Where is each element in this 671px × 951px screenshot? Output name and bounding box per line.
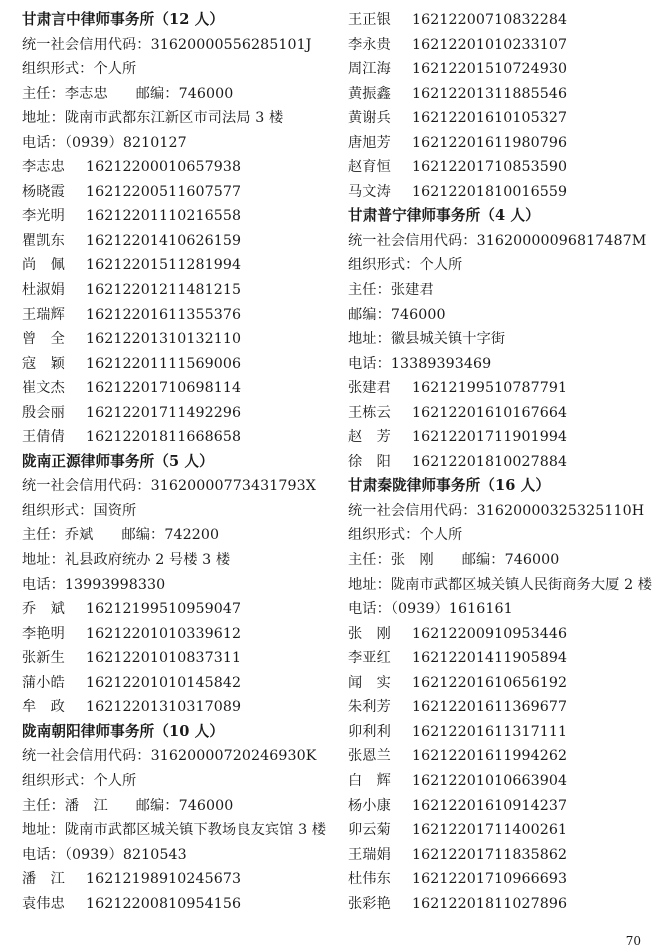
lawyer-name: 寇 颖 — [22, 355, 65, 372]
license-number: 16212201611994262 — [412, 748, 568, 765]
lawyer-row — [348, 818, 666, 843]
firm-info-line: 统一社会信用代码：31620000556285101J — [22, 36, 312, 53]
license-number: 16212201110216558 — [86, 208, 242, 225]
lawyer-row — [22, 303, 334, 328]
lawyer-name: 张恩兰 — [348, 748, 391, 765]
license-number: 16212201611317111 — [412, 723, 568, 740]
license-number: 16212201711400261 — [412, 822, 568, 839]
lawyer-row — [348, 82, 666, 107]
lawyer-name: 尚 佩 — [22, 257, 65, 274]
firm-info-line: 组织形式：个人所 — [22, 772, 137, 789]
postcode: 邮编：746000 — [135, 797, 234, 814]
license-number: 16212201010145842 — [86, 674, 242, 691]
license-number: 16212201310317089 — [86, 699, 242, 716]
lawyer-row — [348, 425, 666, 450]
lawyer-name: 卯云菊 — [348, 822, 391, 839]
right-column — [348, 8, 666, 916]
license-number: 16212201511281994 — [86, 257, 242, 274]
lawyer-row — [348, 8, 666, 33]
lawyer-row — [348, 155, 666, 180]
lawyer-row — [348, 622, 666, 647]
license-number: 16212201010837311 — [86, 650, 242, 667]
lawyer-name: 李光明 — [22, 208, 65, 225]
lawyer-row — [22, 376, 334, 401]
lawyer-name: 赵 芳 — [348, 429, 391, 446]
lawyer-name: 周江海 — [348, 61, 391, 78]
firm-info-line: 电话：13389393469 — [348, 355, 492, 372]
lawyer-name: 杜淑娟 — [22, 282, 65, 299]
lawyer-name: 王瑞辉 — [22, 306, 65, 323]
firm-heading: 陇南朝阳律师事务所（10 人） — [22, 722, 225, 740]
lawyer-name: 王瑞娟 — [348, 846, 391, 863]
lawyer-row — [22, 229, 334, 254]
director: 主任：张 刚 — [348, 552, 434, 569]
license-number: 16212201711901994 — [412, 429, 568, 446]
lawyer-name: 崔文杰 — [22, 380, 65, 397]
license-number: 16212201611980796 — [412, 134, 568, 151]
lawyer-name: 杨晓霞 — [22, 183, 65, 200]
license-number: 16212200710832284 — [412, 12, 568, 28]
lawyer-name: 王倩倩 — [22, 429, 65, 446]
license-number: 16212201010663904 — [412, 772, 568, 789]
lawyer-name: 曾 全 — [22, 331, 65, 348]
license-number: 16212201610105327 — [412, 110, 568, 127]
license-number: 16212199510959047 — [86, 601, 242, 618]
lawyer-name: 张建君 — [348, 380, 391, 397]
lawyer-row — [22, 622, 334, 647]
license-number: 16212200010657938 — [86, 159, 242, 176]
lawyer-row — [22, 278, 334, 303]
director-postcode-line — [22, 794, 334, 819]
lawyer-row — [22, 867, 334, 892]
firm-heading: 陇南正源律师事务所（5 人） — [22, 452, 214, 470]
firm-info-line: 电话：（0939）8210543 — [22, 846, 187, 863]
lawyer-row — [348, 843, 666, 868]
firm-info-line: 地址：徽县城关镇十字街 — [348, 331, 506, 348]
firm-info-line: 电话：13993998330 — [22, 576, 166, 593]
lawyer-row — [348, 720, 666, 745]
lawyer-row — [348, 695, 666, 720]
lawyer-name: 李永贵 — [348, 36, 391, 53]
lawyer-row — [348, 671, 666, 696]
license-number: 16212201710853590 — [412, 159, 568, 176]
lawyer-name: 王栋云 — [348, 404, 391, 421]
firm-info-line: 组织形式：个人所 — [348, 257, 463, 274]
lawyer-name: 潘 江 — [22, 871, 65, 888]
lawyer-name: 杜伟东 — [348, 871, 391, 888]
lawyer-row — [22, 695, 334, 720]
firm-info-line: 电话：（0939）1616161 — [348, 601, 513, 618]
lawyer-row — [348, 57, 666, 82]
firm-info-line: 邮编：746000 — [348, 306, 446, 323]
lawyer-name: 王正银 — [348, 12, 391, 28]
license-number: 16212201111569006 — [86, 355, 242, 372]
firm-info-line: 统一社会信用代码：31620000325325110H — [348, 502, 645, 519]
license-number: 16212201311885546 — [412, 85, 568, 102]
lawyer-row — [348, 180, 666, 205]
lawyer-row — [348, 646, 666, 671]
director: 主任：乔斌 — [22, 527, 94, 544]
lawyer-row — [348, 769, 666, 794]
firm-heading: 甘肃秦陇律师事务所（16 人） — [348, 477, 551, 495]
license-number: 16212198910245673 — [86, 871, 242, 888]
lawyer-name: 白 辉 — [348, 772, 391, 789]
lawyer-name: 牟 政 — [22, 699, 65, 716]
license-number: 16212201610914237 — [412, 797, 568, 814]
firm-address: 地址：陇南市武都区城关镇人民街商务大厦 2 楼 — [348, 576, 653, 593]
firm-address: 地址：陇南市武都区城关镇下教场良友宾馆 3 楼 — [22, 822, 327, 839]
firm-info-line: 地址：礼县政府统办 2 号楼 3 楼 — [22, 552, 231, 569]
firm-info-line: 统一社会信用代码：31620000773431793X — [22, 478, 316, 495]
license-number: 16212201711492296 — [86, 404, 242, 421]
lawyer-row — [348, 867, 666, 892]
license-number: 16212201710698114 — [86, 380, 242, 397]
license-number: 16212200810954156 — [86, 895, 242, 912]
lawyer-name: 蒲小皓 — [22, 674, 65, 691]
director-postcode-line — [22, 82, 334, 107]
firm-info-line: 组织形式：国资所 — [22, 502, 137, 519]
license-number: 16212201611369677 — [412, 699, 568, 716]
lawyer-name: 张新生 — [22, 650, 65, 667]
lawyer-row — [348, 892, 666, 917]
lawyer-row — [22, 425, 334, 450]
director-postcode-line — [348, 548, 666, 573]
lawyer-row — [348, 744, 666, 769]
firm-heading: 甘肃普宁律师事务所（4 人） — [348, 207, 540, 225]
lawyer-name: 李亚红 — [348, 650, 391, 667]
lawyer-name: 杨小康 — [348, 797, 391, 814]
license-number: 16212200511607577 — [86, 183, 242, 200]
lawyer-name: 马文涛 — [348, 183, 391, 200]
lawyer-name: 唐旭芳 — [348, 134, 391, 151]
lawyer-name: 袁伟忠 — [22, 895, 65, 912]
license-number: 16212201310132110 — [86, 331, 242, 348]
license-number: 16212201211481215 — [86, 282, 242, 299]
lawyer-row — [348, 33, 666, 58]
license-number: 16212201010339612 — [86, 625, 242, 642]
lawyer-row — [22, 327, 334, 352]
lawyer-name: 殷会丽 — [22, 404, 65, 421]
license-number: 16212201610167664 — [412, 404, 568, 421]
lawyer-name: 瞿凯东 — [22, 232, 65, 249]
lawyer-row — [22, 180, 334, 205]
lawyer-row — [22, 204, 334, 229]
license-number: 16212199510787791 — [412, 380, 568, 397]
postcode: 邮编：746000 — [461, 552, 560, 569]
postcode: 邮编：746000 — [135, 85, 234, 102]
lawyer-row — [22, 155, 334, 180]
lawyer-name: 乔 斌 — [22, 601, 65, 618]
firm-info-line: 组织形式：个人所 — [22, 61, 137, 78]
lawyer-name: 李艳明 — [22, 625, 65, 642]
license-number: 16212201811668658 — [86, 429, 242, 446]
license-number: 16212201411905894 — [412, 650, 568, 667]
lawyer-name: 卯利利 — [348, 723, 391, 740]
lawyer-name: 黄谢兵 — [348, 110, 391, 127]
lawyer-name: 赵育恒 — [348, 159, 391, 176]
license-number: 16212201710966693 — [412, 871, 568, 888]
license-number: 16212201811027896 — [412, 895, 568, 912]
lawyer-row — [22, 671, 334, 696]
firm-info-line: 主任：张建君 — [348, 282, 434, 299]
lawyer-row — [348, 106, 666, 131]
lawyer-row — [348, 794, 666, 819]
firm-info-line: 统一社会信用代码：31620000096817487M — [348, 232, 647, 249]
license-number: 16212201810027884 — [412, 453, 568, 470]
lawyer-row — [348, 450, 666, 475]
lawyer-name: 张 刚 — [348, 625, 391, 642]
firm-info-line: 组织形式：个人所 — [348, 527, 463, 544]
director-postcode-line — [22, 523, 334, 548]
lawyer-row — [22, 253, 334, 278]
lawyer-name: 朱利芳 — [348, 699, 391, 716]
director: 主任：李志忠 — [22, 85, 108, 102]
lawyer-name: 李志忠 — [22, 159, 65, 176]
director: 主任：潘 江 — [22, 797, 108, 814]
lawyer-row — [348, 131, 666, 156]
license-number: 16212201010233107 — [412, 36, 568, 53]
lawyer-name: 黄振鑫 — [348, 85, 391, 102]
lawyer-row — [22, 646, 334, 671]
lawyer-row — [22, 892, 334, 917]
license-number: 16212201611355376 — [86, 306, 242, 323]
lawyer-row — [22, 352, 334, 377]
lawyer-row — [22, 401, 334, 426]
postcode: 邮编：742200 — [121, 527, 220, 544]
lawyer-row — [348, 401, 666, 426]
lawyer-name: 张彩艳 — [348, 895, 391, 912]
lawyer-row — [22, 597, 334, 622]
firm-info-line: 电话：（0939）8210127 — [22, 134, 187, 151]
left-column — [22, 8, 334, 916]
page-number: 70 — [625, 934, 641, 948]
license-number: 16212201410626159 — [86, 232, 242, 249]
lawyer-name: 闻 实 — [348, 674, 391, 691]
lawyer-name: 徐 阳 — [348, 453, 391, 470]
firm-info-line: 统一社会信用代码：31620000720246930K — [22, 748, 317, 765]
license-number: 16212200910953446 — [412, 625, 568, 642]
license-number: 16212201810016559 — [412, 183, 568, 200]
license-number: 16212201510724930 — [412, 61, 568, 78]
firm-info-line: 地址：陇南市武都东江新区市司法局 3 楼 — [22, 110, 284, 127]
license-number: 16212201610656192 — [412, 674, 568, 691]
lawyer-row — [348, 376, 666, 401]
license-number: 16212201711835862 — [412, 846, 568, 863]
firm-heading: 甘肃言中律师事务所（12 人） — [22, 11, 225, 28]
